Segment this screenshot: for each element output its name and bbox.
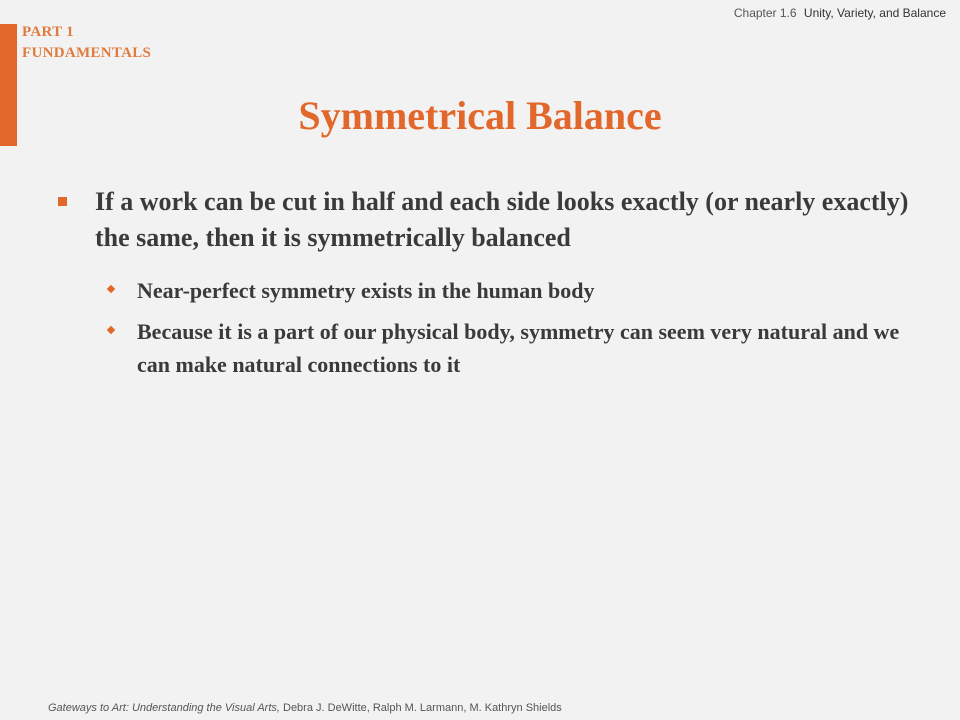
chapter-number: Chapter 1.6: [733, 6, 797, 20]
sub-bullet-list: [58, 274, 918, 381]
bullet-list: [58, 184, 918, 389]
book-title: Gateways to Art: Understanding the Visual Arts,: [48, 702, 280, 714]
chapter-header: [734, 6, 946, 20]
bullet-text: If a work can be cut in half and each side looks exactly (or nearly exactly) the same, then it is symmetrically balanced: [95, 187, 909, 252]
part-number: PART 1: [22, 24, 74, 40]
chapter-title: Unity, Variety, and Balance: [803, 6, 946, 20]
square-bullet-icon: [58, 197, 67, 206]
sub-bullet-item: [106, 315, 918, 381]
bullet-item: [58, 184, 918, 256]
book-authors: Debra J. DeWitte, Ralph M. Larmann, M. Kathryn Shields: [279, 702, 562, 714]
part-name: FUNDAMENTALS: [22, 45, 152, 61]
sub-bullet-item: [106, 274, 918, 307]
diamond-bullet-icon: [107, 326, 115, 334]
slide-title: Symmetrical Balance: [298, 93, 662, 138]
sub-bullet-text: Near-perfect symmetry exists in the human body: [137, 278, 595, 303]
footer-citation: [48, 702, 562, 714]
diamond-bullet-icon: [107, 285, 115, 293]
sub-bullet-text: Because it is a part of our physical body, symmetry can seem very natural and we can make natural connections to it: [137, 319, 900, 377]
part-label: [22, 22, 151, 64]
